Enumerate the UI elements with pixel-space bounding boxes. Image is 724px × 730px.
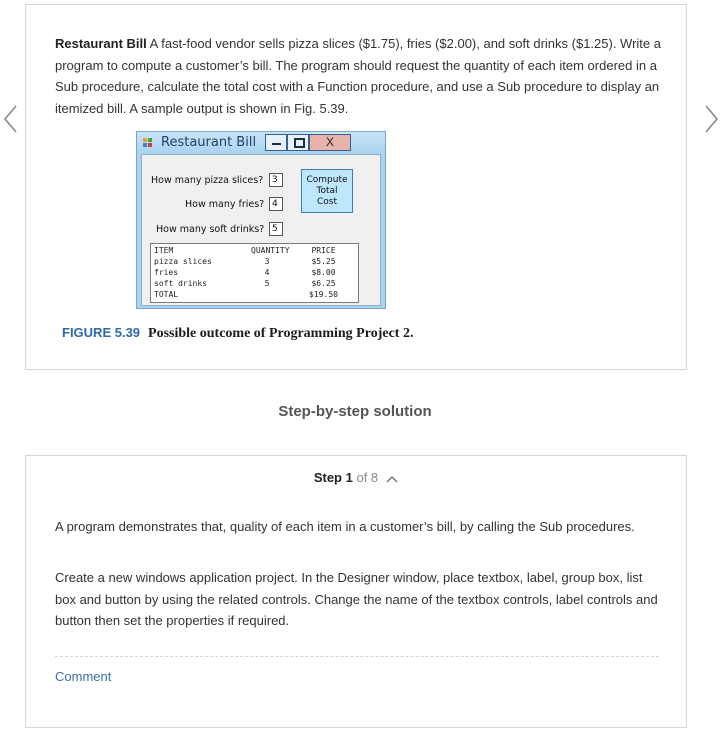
list-row <box>151 290 358 301</box>
step-header[interactable] <box>26 470 686 485</box>
row-item: fries <box>154 268 179 277</box>
compute-line1: Compute <box>306 175 348 185</box>
header-quantity: QUANTITY <box>251 246 290 255</box>
next-arrow-icon[interactable] <box>702 104 720 134</box>
row-price: $19.50 <box>309 290 338 299</box>
header-item: ITEM <box>154 246 174 255</box>
divider <box>55 656 659 657</box>
row-item: pizza slices <box>154 257 212 266</box>
list-row <box>151 279 358 290</box>
comment-link[interactable]: Comment <box>55 669 112 684</box>
app-icon <box>143 138 153 148</box>
window-titlebar <box>137 132 385 154</box>
row-quantity: 5 <box>264 279 270 288</box>
row-item: soft drinks <box>154 279 207 288</box>
row-price: $8.00 <box>311 268 336 277</box>
problem-statement <box>55 33 665 119</box>
figure-caption-text: Possible outcome of Programming Project 2. <box>148 326 414 341</box>
problem-card <box>25 4 687 370</box>
close-icon <box>309 134 351 151</box>
row-quantity: 3 <box>264 257 270 266</box>
figure-caption <box>62 325 413 342</box>
row-item: TOTAL <box>154 290 179 299</box>
compute-line2: Total <box>316 186 338 196</box>
list-row <box>151 268 358 279</box>
problem-title: Restaurant Bill <box>55 36 147 51</box>
minimize-icon <box>265 134 287 151</box>
step-card <box>25 455 687 728</box>
step-paragraph: Create a new windows application project. In the Designer window, place textbox, label, group box, list box and button by using the related controls. Change the name of the textbox controls, label controls and button then set the properties if required. <box>55 570 658 628</box>
restaurant-bill-window-image <box>136 131 386 309</box>
list-row <box>151 257 358 268</box>
problem-text: A fast-food vendor sells pizza slices ($1.75), fries ($2.00), and soft drinks ($1.25). Write a program to compute a customer’s bill. The program should request the quantity of each item ordered in a Sub procedure, calculate the total cost with a Function procedure, and use a Sub procedure to display an itemized bill. A sample output is shown in Fig. 5.39. <box>55 36 661 116</box>
row-quantity: 4 <box>264 268 270 277</box>
row-price: $5.25 <box>311 257 336 266</box>
chevron-up-icon[interactable] <box>386 475 398 483</box>
drinks-textbox: 5 <box>269 222 283 236</box>
solution-heading: Step-by-step solution <box>278 403 432 420</box>
bill-listbox <box>150 243 359 303</box>
step-paragraph: A program demonstrates that, quality of each item in a customer’s bill, by calling the Sub procedures. <box>55 519 635 534</box>
step-of: of 8 <box>356 470 379 485</box>
header-price: PRICE <box>311 246 336 255</box>
row-price: $6.25 <box>311 279 336 288</box>
figure-number: FIGURE 5.39 <box>62 325 141 340</box>
compute-line3: Cost <box>316 197 337 207</box>
close-label: X <box>326 135 335 149</box>
previous-arrow-icon[interactable] <box>2 104 20 134</box>
window-body <box>141 154 381 306</box>
fries-textbox: 4 <box>269 197 283 211</box>
pizza-label: How many pizza slices? <box>151 175 264 186</box>
fries-label: How many fries? <box>185 199 265 210</box>
window-title: Restaurant Bill <box>161 135 257 150</box>
drinks-label: How many soft drinks? <box>156 224 265 235</box>
step-label: Step 1 <box>313 470 353 485</box>
compute-total-cost-button <box>301 169 353 213</box>
list-header-row <box>151 246 358 257</box>
maximize-icon <box>287 134 309 151</box>
pizza-textbox: 3 <box>269 173 283 187</box>
